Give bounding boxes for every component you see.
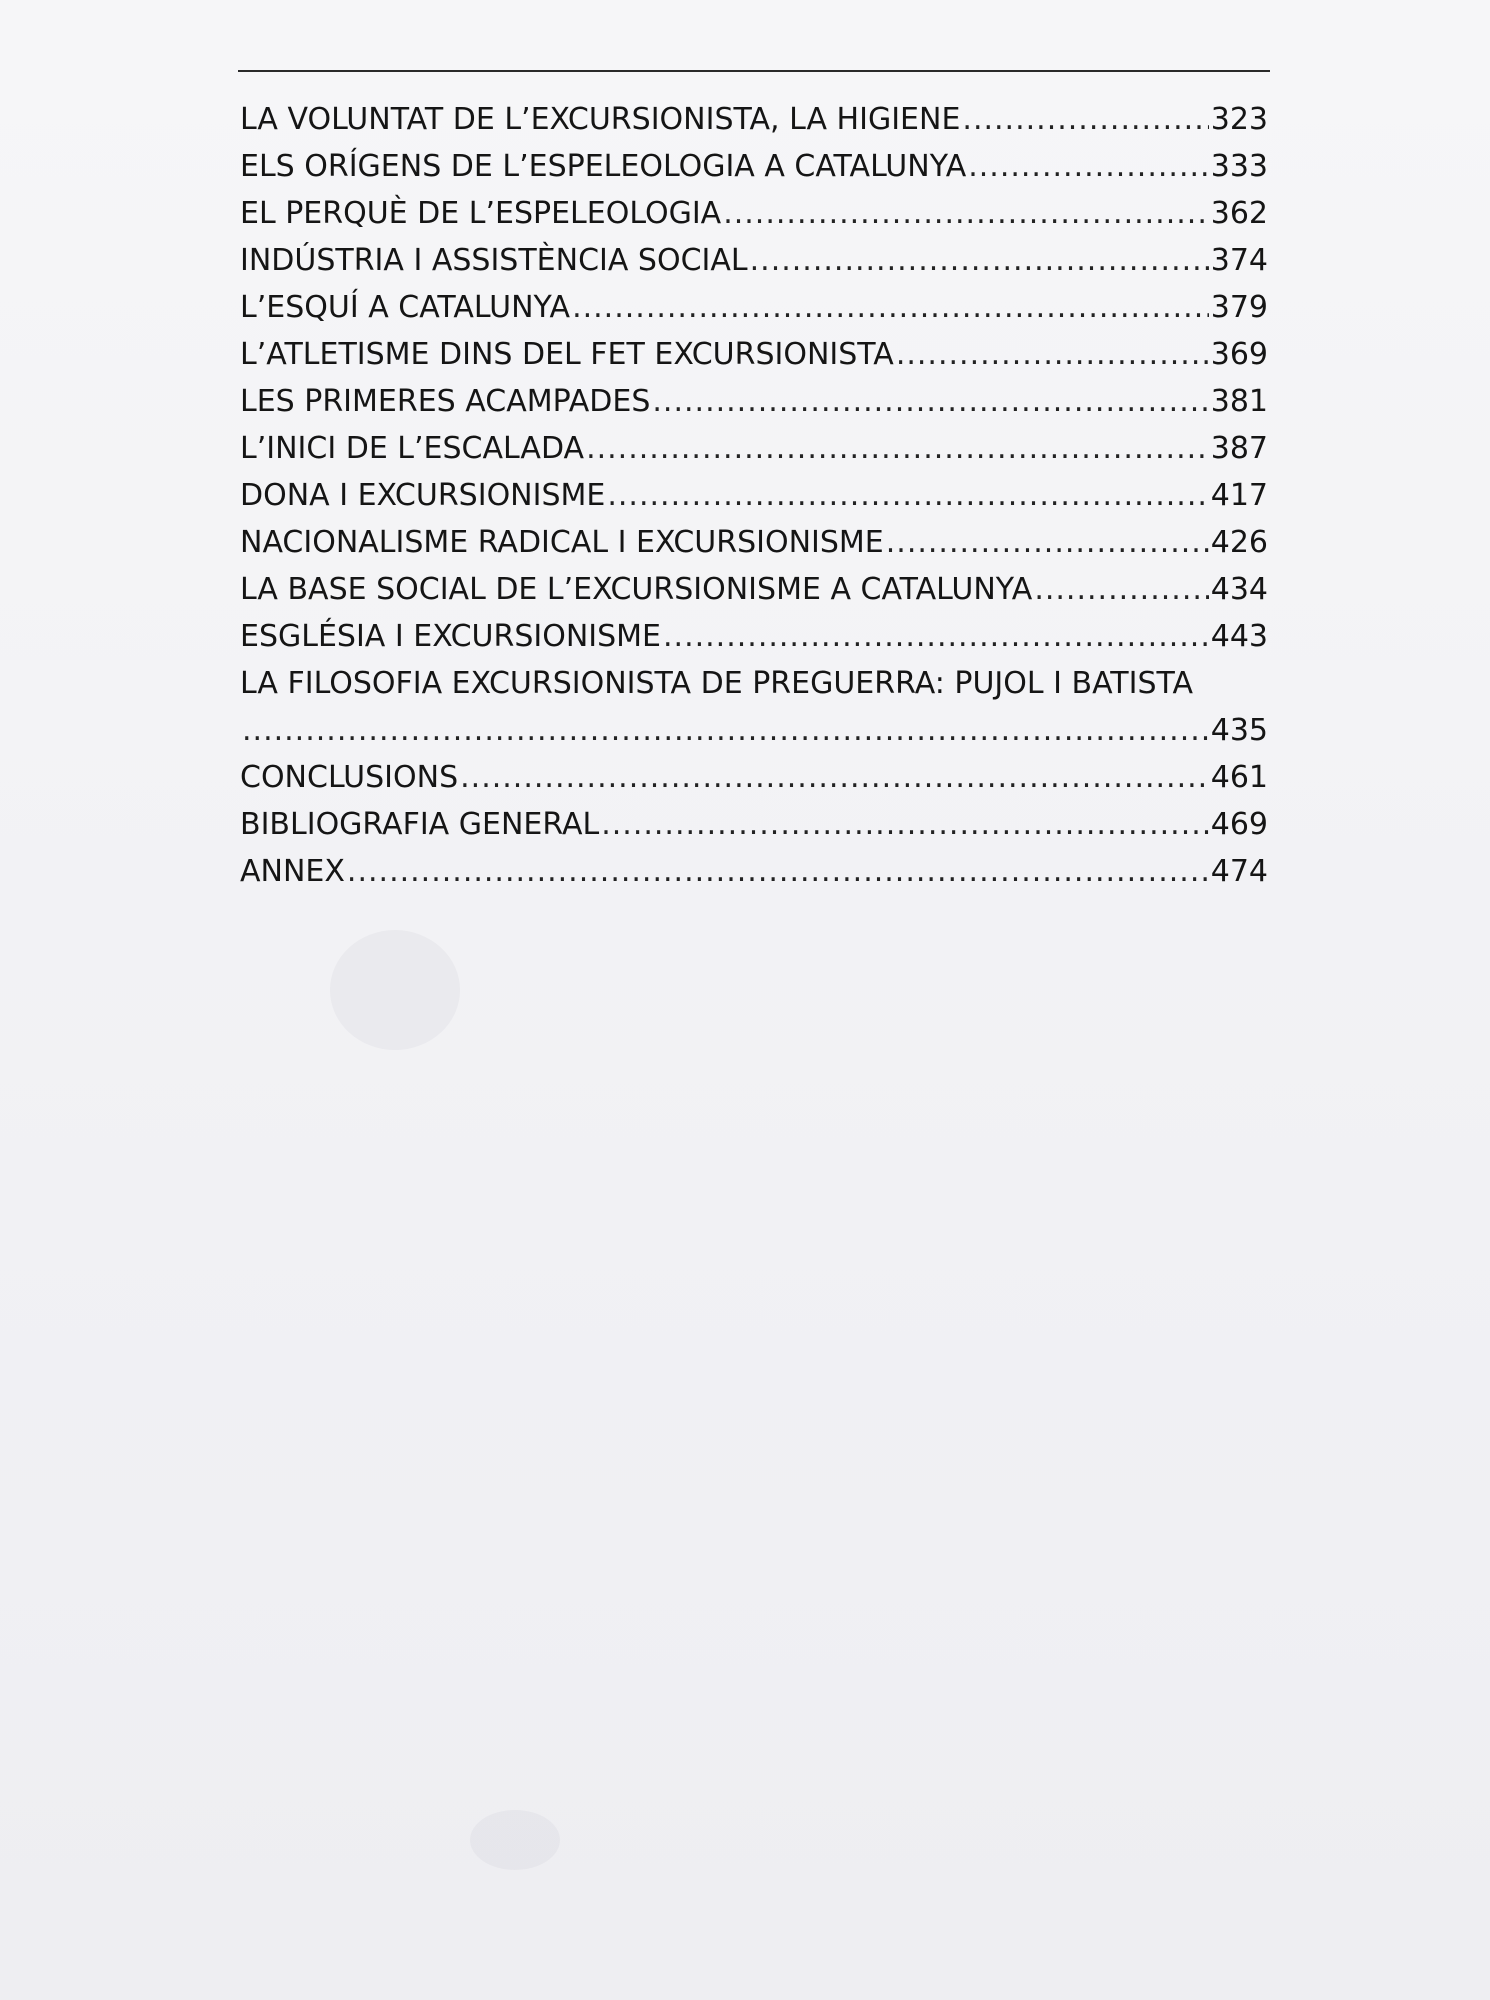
toc-entry	[240, 566, 1268, 613]
table-of-contents	[240, 96, 1268, 895]
toc-entry-title: ESGLÉSIA I EXCURSIONISME	[240, 619, 661, 654]
toc-entry	[240, 472, 1268, 519]
dot-leader	[601, 801, 1209, 848]
toc-entry	[240, 143, 1268, 190]
toc-entry-title: DONA I EXCURSIONISME	[240, 478, 606, 513]
toc-entry	[240, 519, 1268, 566]
toc-entry-continuation	[240, 707, 1268, 754]
toc-entry-title: BIBLIOGRAFIA GENERAL	[240, 807, 600, 842]
toc-entry	[240, 96, 1268, 143]
dot-leader	[242, 707, 1209, 754]
toc-entry-title: ELS ORÍGENS DE L’ESPELEOLOGIA A CATALUNYA	[240, 149, 967, 184]
toc-entry-title: L’ATLETISME DINS DEL FET EXCURSIONISTA	[240, 337, 894, 372]
toc-entry-title: LA VOLUNTAT DE L’EXCURSIONISTA, LA HIGIENE	[240, 102, 961, 137]
toc-entry	[240, 425, 1268, 472]
toc-entry-page: 435	[1210, 713, 1268, 748]
header-rule	[238, 70, 1270, 72]
stain-mark	[330, 930, 460, 1050]
dot-leader	[886, 519, 1209, 566]
toc-entry	[240, 613, 1268, 660]
toc-entry-page: 362	[1210, 196, 1268, 231]
toc-entry	[240, 848, 1268, 895]
toc-entry	[240, 378, 1268, 425]
dot-leader	[968, 143, 1209, 190]
stain-mark	[470, 1810, 560, 1870]
toc-entry	[240, 754, 1268, 801]
toc-entry	[240, 801, 1268, 848]
dot-leader	[663, 613, 1209, 660]
toc-entry-page: 374	[1210, 243, 1268, 278]
toc-entry-page: 369	[1210, 337, 1268, 372]
toc-entry-page: 469	[1210, 807, 1268, 842]
dot-leader	[586, 425, 1209, 472]
toc-entry-page: 323	[1210, 102, 1268, 137]
toc-entry-page: 434	[1210, 572, 1268, 607]
toc-entry-page: 474	[1210, 854, 1268, 889]
dot-leader	[572, 284, 1209, 331]
toc-entry-title: EL PERQUÈ DE L’ESPELEOLOGIA	[240, 196, 722, 231]
dot-leader	[607, 472, 1208, 519]
toc-entry	[240, 237, 1268, 284]
dot-leader	[896, 331, 1209, 378]
toc-entry-page: 461	[1210, 760, 1268, 795]
toc-entry	[240, 284, 1268, 331]
toc-entry-title: CONCLUSIONS	[240, 760, 459, 795]
dot-leader	[460, 754, 1209, 801]
toc-entry-title: L’INICI DE L’ESCALADA	[240, 431, 585, 466]
toc-entry-title: ANNEX	[240, 854, 345, 889]
dot-leader	[750, 237, 1209, 284]
toc-entry-title: NACIONALISME RADICAL I EXCURSIONISME	[240, 525, 884, 560]
toc-entry-page: 417	[1210, 478, 1268, 513]
toc-entry-title: LA BASE SOCIAL DE L’EXCURSIONISME A CATALUNYA	[240, 572, 1033, 607]
dot-leader	[962, 96, 1208, 143]
toc-entry-title: LA FILOSOFIA EXCURSIONISTA DE PREGUERRA: PUJOL I BATISTA	[240, 666, 1194, 701]
toc-entry-title: INDÚSTRIA I ASSISTÈNCIA SOCIAL	[240, 243, 748, 278]
toc-entry-title: LES PRIMERES ACAMPADES	[240, 384, 651, 419]
dot-leader	[1034, 566, 1208, 613]
toc-entry	[240, 190, 1268, 237]
dot-leader	[652, 378, 1208, 425]
toc-entry-page: 443	[1210, 619, 1268, 654]
toc-entry-title: L’ESQUÍ A CATALUNYA	[240, 290, 571, 325]
toc-entry-page: 426	[1210, 525, 1268, 560]
toc-entry	[240, 331, 1268, 378]
toc-entry-page: 333	[1210, 149, 1268, 184]
dot-leader	[723, 190, 1209, 237]
toc-entry-page: 381	[1210, 384, 1268, 419]
toc-entry-page: 387	[1210, 431, 1268, 466]
toc-entry	[240, 660, 1268, 754]
toc-entry-page: 379	[1210, 290, 1268, 325]
dot-leader	[347, 848, 1209, 895]
